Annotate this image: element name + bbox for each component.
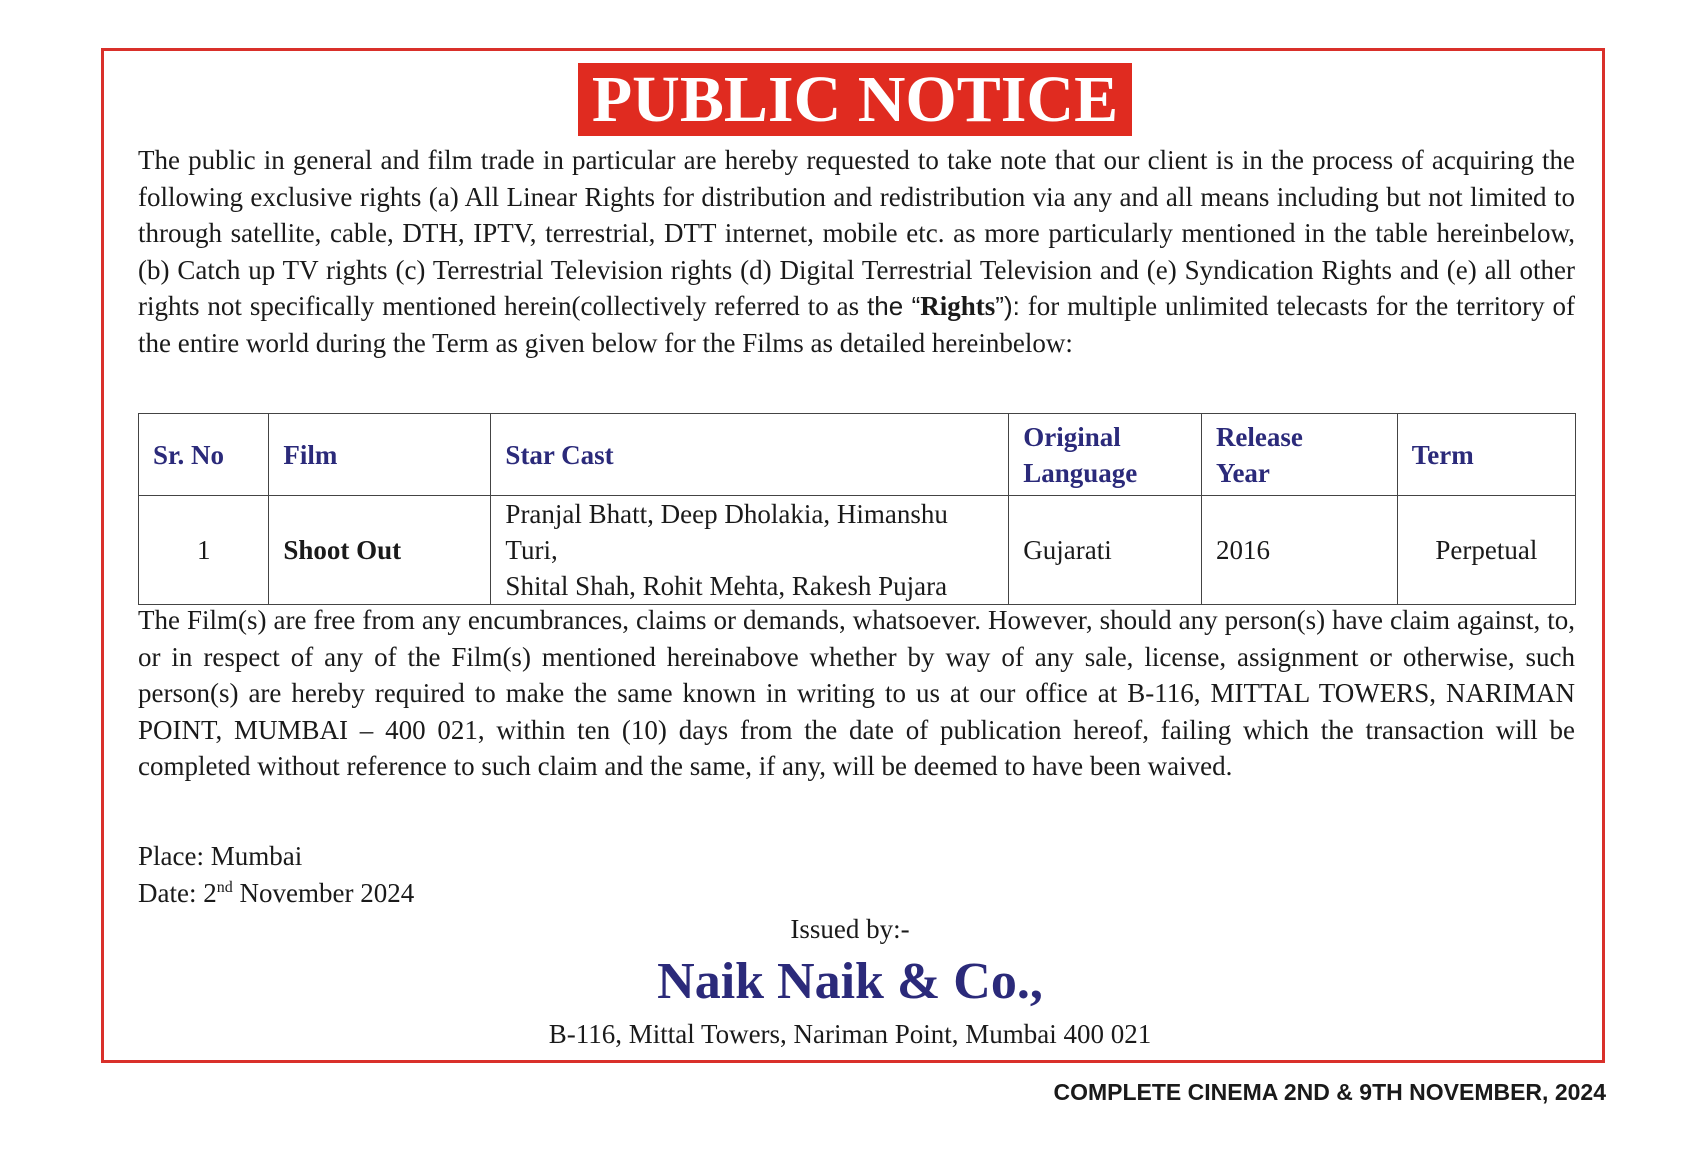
claims-paragraph: The Film(s) are free from any encumbrances, claims or demands, whatsoever. However, should any person(s) have claim against, to, or in respect of any of the Film(s) mentioned hereinabove whether by way of any sale, license, assignment or otherwise, such person(s) are hereby required to make the same known in writing to us at our office at B-116, MITTAL TOWERS, NARIMAN POINT, MUMBAI – 400 021, within ten (10) days from the date of publication hereof, failing which the transaction will be completed without reference to such claim and the same, if any, will be deemed to have been waived. (138, 605, 1575, 781)
cell-term: Perpetual (1397, 496, 1575, 605)
date-prefix: Date: 2 (138, 878, 217, 908)
intro-close-quote: ”): (995, 291, 1020, 321)
header-language-line2: Language (1023, 457, 1138, 488)
header-year-line2: Year (1215, 457, 1270, 488)
date-rest: November 2024 (232, 878, 415, 908)
intro-text-part2: for multiple unlimited telecasts for the territory of the entire world during the Term as given below for the Films as detailed hereinbelow: (138, 291, 1576, 358)
cell-star-cast-line2: Shital Shah, Rohit Mehta, Rakesh Pujara (505, 571, 948, 601)
cell-star-cast (491, 496, 1009, 605)
films-table (138, 413, 1576, 605)
firm-name: Naik Naik & Co., (657, 953, 1043, 1010)
intro-section (138, 142, 1575, 361)
firm-address: B-116, Mittal Towers, Nariman Point, Mumbai 400 021 (548, 1019, 1152, 1049)
place-line: Place: Mumbai (138, 841, 303, 871)
header-original-language (1009, 414, 1202, 496)
issued-by-label: Issued by:- (790, 914, 910, 944)
header-year-line1: Release (1215, 421, 1303, 452)
table-header-row (139, 414, 1576, 496)
intro-text-part1: The public in general and film trade in particular are hereby requested to take note that our client is in the process of acquiring the following exclusive rights (a) All Linear Rights for distribution and redistribution via any and all means including but not limited to through satellite, cable, DTH, IPTV, terrestrial, DTT internet, mobile etc. as more particularly mentioned in the table hereinbelow, (b) Catch up TV rights (c) Terrestrial Television rights (d) Digital Terrestrial Television and (e) Syndication Rights and (e) all other rights not specifically mentioned herein(collectively referred to as (138, 145, 1575, 321)
intro-the-quote: the “ (867, 291, 921, 321)
rights-term: Rights (920, 291, 996, 321)
date-line (138, 875, 414, 912)
claims-section (138, 602, 1575, 785)
place-date-block (138, 838, 414, 912)
cell-film: Shoot Out (269, 496, 491, 605)
header-star-cast: Star Cast (491, 414, 1009, 496)
publication-footer: COMPLETE CINEMA 2ND & 9TH NOVEMBER, 2024 (1053, 1079, 1606, 1105)
header-language-line1: Original (1023, 421, 1121, 452)
header-term: Term (1397, 414, 1575, 496)
cell-sr-no: 1 (139, 496, 269, 605)
notice-title: PUBLIC NOTICE (578, 63, 1132, 136)
intro-paragraph (138, 142, 1575, 361)
header-film: Film (269, 414, 491, 496)
cell-release-year: 2016 (1201, 496, 1397, 605)
header-release-year (1201, 414, 1397, 496)
cell-star-cast-line1: Pranjal Bhatt, Deep Dholakia, Himanshu Turi, (505, 499, 948, 565)
date-suffix: nd (216, 879, 233, 896)
table-row (139, 496, 1576, 605)
cell-language: Gujarati (1009, 496, 1202, 605)
header-sr-no: Sr. No (139, 414, 269, 496)
